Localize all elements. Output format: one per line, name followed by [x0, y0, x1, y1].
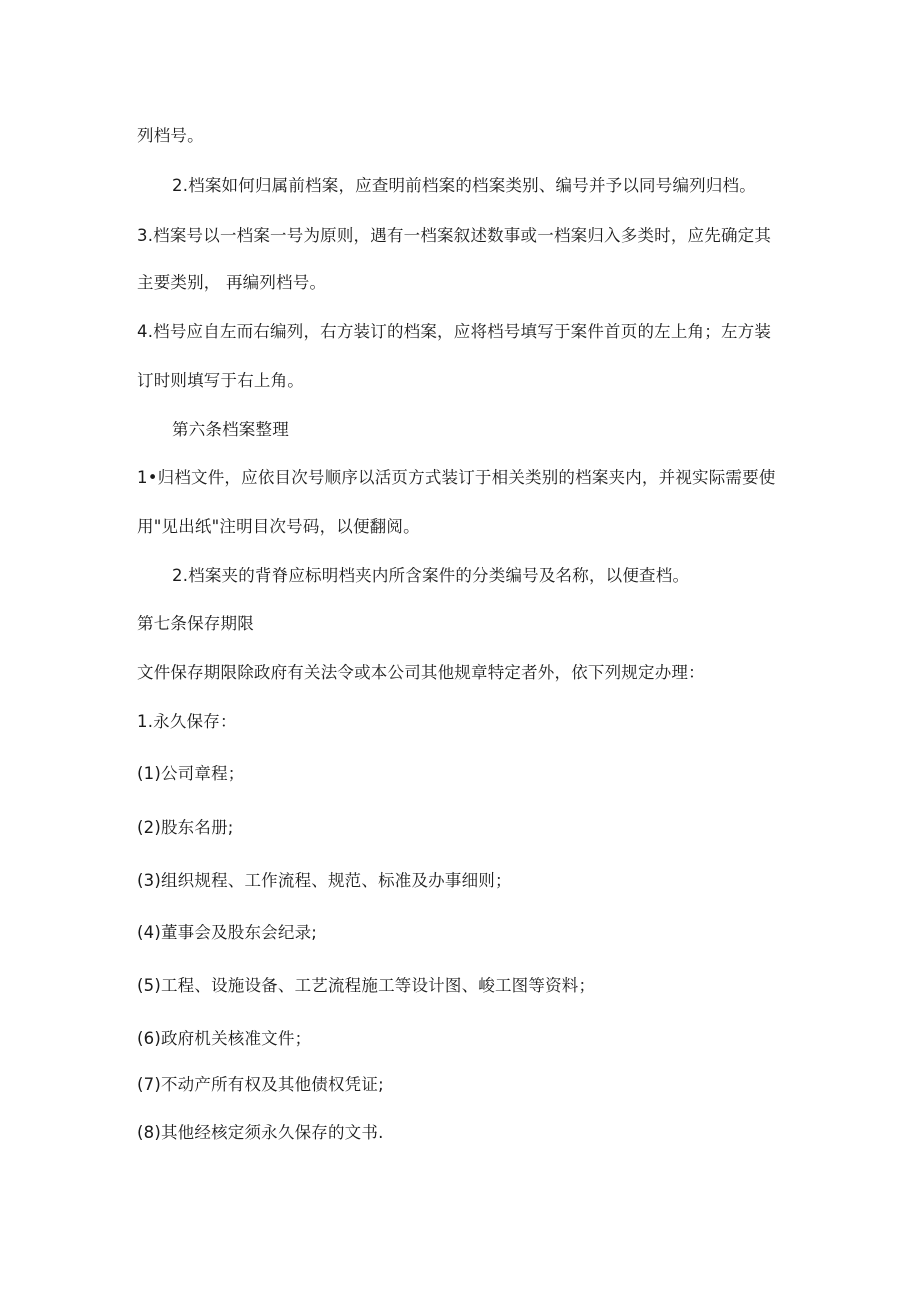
section-heading-6: 第六条档案整理 — [172, 420, 289, 439]
text-line-3: 3.档案号以一档案一号为原则，遇有一档案叙述数事或一档案归入多类时，应先确定其 — [137, 226, 772, 245]
text-line-10: 2.档案夹的背脊应标明档夹内所含案件的分类编号及名称，以便查档。 — [172, 566, 690, 585]
list-item-4: (4)董事会及股东会纪录; — [137, 923, 318, 942]
list-item-3: (3)组织规程、工作流程、规范、标准及办事细则； — [137, 871, 512, 890]
text-line-13: 1.永久保存： — [137, 712, 237, 731]
list-item-2: (2)股东名册; — [137, 818, 234, 837]
text-line-1: 列档号。 — [137, 126, 204, 145]
text-line-5: 4.档号应自左而右编列，右方装订的档案，应将档号填写于案件首页的左上角；左方装 — [137, 322, 772, 341]
section-heading-7: 第七条保存期限 — [137, 614, 254, 633]
text-line-8: 1•归档文件，应依目次号顺序以活页方式装订于相关类别的档案夹内，并视实际需要使 — [137, 468, 776, 487]
text-line-12: 文件保存期限除政府有关法令或本公司其他规章特定者外，依下列规定办理： — [137, 663, 705, 682]
list-item-6: (6)政府机关核准文件； — [137, 1029, 312, 1048]
list-item-1: (1)公司章程； — [137, 764, 245, 783]
text-line-4: 主要类别， 再编列档号。 — [137, 273, 327, 292]
text-line-6: 订时则填写于右上角。 — [137, 371, 304, 390]
text-line-2: 2.档案如何归属前档案，应查明前档案的档案类别、编号并予以同号编列归档。 — [172, 176, 756, 195]
list-item-5: (5)工程、设施设备、工艺流程施工等设计图、峻工图等资料； — [137, 976, 596, 995]
list-item-8: (8)其他经核定须永久保存的文书. — [137, 1123, 384, 1142]
list-item-7: (7)不动产所有权及其他债权凭证; — [137, 1075, 384, 1094]
text-line-9: 用"见出纸"注明目次号码，以便翻阅。 — [137, 517, 420, 536]
